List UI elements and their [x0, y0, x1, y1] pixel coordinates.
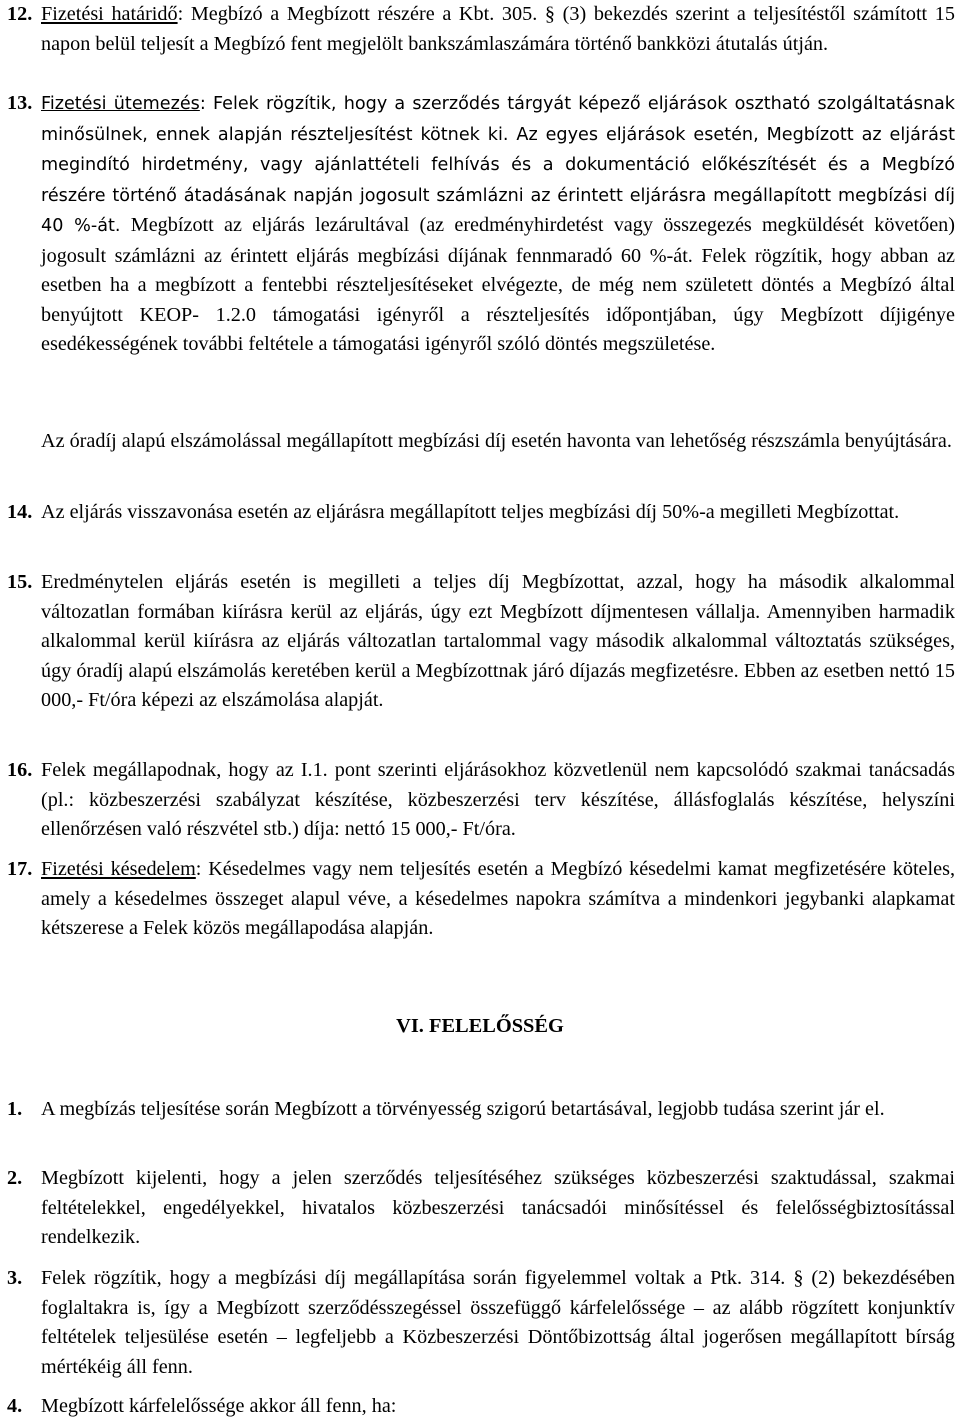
item-text-rest: Megbízott az eljárás lezárultával (az eredményhirdetést vagy összegezés megküldését követően) jogosult számlázni az érintett eljárás megbízási díjának fennmaradó 60 %-át. Felek rögzítik, hogy abban az esetben ha a megbízott a fentebbi részteljesítéseket elvégezte, de még nem született döntés a Megbízó által benyújtott KEOP- 1.2.0 támogatási igényről a részteljesítés időpontjában, úgy Megbízott díjigénye esedékességének további feltétele a támogatási igényről szóló döntés megszületése.: [41, 214, 956, 355]
section-heading: VI. FELELŐSSÉG: [396, 1015, 564, 1037]
item-number: 12.: [7, 3, 33, 25]
section-item-4: [7, 1392, 955, 1422]
item-number: 2.: [7, 1167, 23, 1189]
item-title: Fizetési késedelem: [41, 858, 196, 880]
item-text: Az eljárás visszavonása esetén az eljárásra megállapított teljes megbízási díj 50%-a megilleti Megbízottat.: [41, 501, 900, 523]
item-text: Felek rögzítik, hogy a megbízási díj megállapítása során figyelemmel voltak a Ptk. 314. § (2) bekezdésében foglaltakra is, így a Megbízott szerződésszegéssel összefüggő kárfelelőssége – az alább rögzített konjunktív feltételek teljesülése esetén – legfeljebb a Közbeszerzési Döntőbizottság által jogerősen megállapított bírság mértékéig áll fenn.: [41, 1267, 955, 1378]
item-number: 15.: [7, 571, 33, 593]
item-title: Fizetési határidő: [41, 3, 178, 25]
item-text: Felek megállapodnak, hogy az I.1. pont szerinti eljárásokhoz közvetlenül nem kapcsolódó szakmai tanácsadás (pl.: közbeszerzési szabályzat készítése, közbeszerzési terv készítése, állásfoglalás készítése, helyszíni ellenőrzésen való részvétel stb.) díja: nettó 15 000,- Ft/óra.: [41, 759, 955, 840]
paragraph-14: [7, 498, 955, 528]
item-text: Eredménytelen eljárás esetén is megilleti a teljes díj Megbízottat, azzal, hogy ha második alkalommal változatlan formában kiírásra kerül az eljárás, úgy ezt Megbízott díjmentesen vállalja. Amennyiben harmadik alkalommal kerül kiírásra az eljárás változatlan tartalommal vagy második alkalommal változtatás szükséges, úgy óradíj alapú elszámolás keretében kerül a Megbízottnak járó díjazás megfizetésre. Ebben az esetben nettó 15 000,- Ft/óra képezi az elszámolása alapját.: [41, 571, 955, 711]
item-text: A megbízás teljesítése során Megbízott a törvényesség szigorú betartásával, legjobb tudása szerint jár el.: [41, 1098, 885, 1120]
section-item-1: [7, 1095, 955, 1125]
paragraph-12: [7, 0, 955, 59]
paragraph-16: [7, 756, 955, 845]
item-number: 4.: [7, 1395, 23, 1417]
item-text: : Megbízó a Megbízott részére a Kbt. 305. § (3) bekezdés szerint a teljesítéstől számított 15 napon belül teljesít a Megbízó fent megjelölt bankszámlaszámára történő bankközi átutalás útján.: [41, 3, 955, 55]
paragraph-13-extra: [7, 427, 955, 457]
item-title: Fizetési ütemezés: [41, 94, 200, 114]
section-item-2: [7, 1164, 955, 1253]
item-text-sans: : Felek rögzítik, hogy a szerződés tárgyát képező eljárások osztható szolgáltatásnak minősülnek, ennek alapján részteljesítést kötnek ki.: [41, 94, 956, 145]
item-extra-text: Az óradíj alapú elszámolással megállapított megbízási díj esetén havonta van lehetőség részszámla benyújtására.: [41, 430, 952, 452]
item-text: Megbízott kárfelelőssége akkor áll fenn, ha:: [41, 1395, 397, 1417]
item-text: : Késedelmes vagy nem teljesítés esetén a Megbízó késedelmi kamat megfizetésére köteles, amely a késedelmes összeget alapul véve, a késedelmes napokra számítva a mindenkori jegybanki alapkamat kétszerese a Felek közös megállapodása alapján.: [41, 858, 955, 939]
item-number: 1.: [7, 1098, 23, 1120]
item-number: 14.: [7, 501, 33, 523]
item-text: Megbízott kijelenti, hogy a jelen szerződés teljesítéséhez szükséges közbeszerzési szaktudással, szakmai feltételekkel, engedélyekkel, hivatalos közbeszerzési tanácsadói minősítéssel és felelősségbiztosítással rendelkezik.: [41, 1167, 955, 1248]
paragraph-13: [7, 89, 955, 360]
item-number: 16.: [7, 759, 33, 781]
paragraph-17: [7, 855, 955, 944]
paragraph-15: [7, 568, 955, 716]
item-number: 3.: [7, 1267, 23, 1289]
item-number: 17.: [7, 858, 33, 880]
item-number: 13.: [7, 92, 33, 114]
section-item-3: [7, 1264, 955, 1382]
item-text-mid: Az egyes eljárások esetén, Megbízott az eljárást megindító hirdetmény, vagy ajánlattételi felhívás és a dokumentáció előkészítését és a Megbízó részére történő átadásának napján jogosult számlázni az érintett eljárásra megállapított megbízási díj 40 %-át.: [41, 124, 955, 236]
